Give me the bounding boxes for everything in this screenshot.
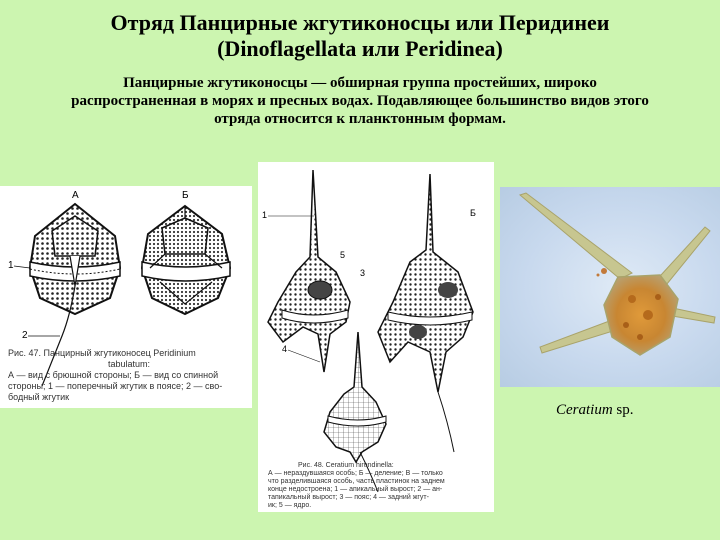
caption-47-line-2: tabulatum: [108, 359, 151, 369]
figure-47-caption [8, 348, 248, 403]
ceratium-cell-a [268, 170, 350, 372]
label-48-b: Б [470, 208, 476, 218]
caption-47-line-5: бодный жгутик [8, 392, 70, 402]
label-2: 2 [22, 330, 28, 341]
title-line-1: Отряд Панцирные жгутиконосцы или Перидинеи [110, 10, 610, 35]
species-label [556, 402, 634, 419]
caption-48-line-6: ик; 5 — ядро. [268, 502, 312, 509]
caption-48-line-3: что разделившаяся особь, часть плаcтинок на заднем [268, 478, 445, 485]
caption-48-line-1: Рис. 48. Ceratium hirundinella: [298, 462, 394, 469]
intro-line-1: Панцирные жгутиконосцы — обширная группа простейших, широко [123, 75, 597, 91]
caption-48-line-4: конце недостроена; 1 — апикальный вырост; 2 — ан- [268, 486, 443, 493]
caption-47-line-4: стороны; 1 — поперечный жгутик в поясе; 2 — сво- [8, 381, 223, 391]
figure-48-drawing [258, 162, 494, 512]
figure-48-ceratium [258, 162, 494, 512]
slide-title [0, 10, 720, 62]
figure-48-caption [268, 462, 490, 510]
peridinium-dorsal-view [142, 206, 230, 314]
ceratium-cell-b [378, 174, 473, 452]
figure-47-peridinium [0, 186, 252, 408]
label-48-4: 4 [282, 344, 288, 354]
label-a: А [72, 190, 79, 201]
caption-47-line-3: А — вид с брюшной стороны; Б — вид со спинной [8, 370, 219, 380]
species-suffix: sp. [612, 402, 634, 418]
label-48-1: 1 [262, 210, 268, 220]
label-1: 1 [8, 260, 14, 271]
intro-line-2: распространенная в морях и пресных водах. Подавляющее большинство видов этого [71, 93, 649, 109]
species-genus: Ceratium [556, 402, 613, 418]
title-line-2: (Dinoflagellata или Peridinea) [217, 36, 503, 61]
label-b: Б [182, 190, 189, 201]
caption-48-line-5: тапикальный вырост; 3 — пояс; 4 — задний жгут- [268, 494, 429, 501]
caption-48-line-2: А — нераздувшаяся особь; Б — деление; В — только [268, 470, 443, 477]
label-48-3: 3 [360, 268, 366, 278]
label-48-5: 5 [340, 250, 346, 260]
intro-line-3: отряда относится к планктонным формам. [214, 111, 506, 127]
micrograph-drawing [500, 187, 720, 387]
caption-47-line-1: Рис. 47. Панцирный жгутиконосец Peridinium [8, 348, 196, 358]
ceratium-micrograph [500, 187, 720, 387]
intro-paragraph [40, 74, 680, 128]
